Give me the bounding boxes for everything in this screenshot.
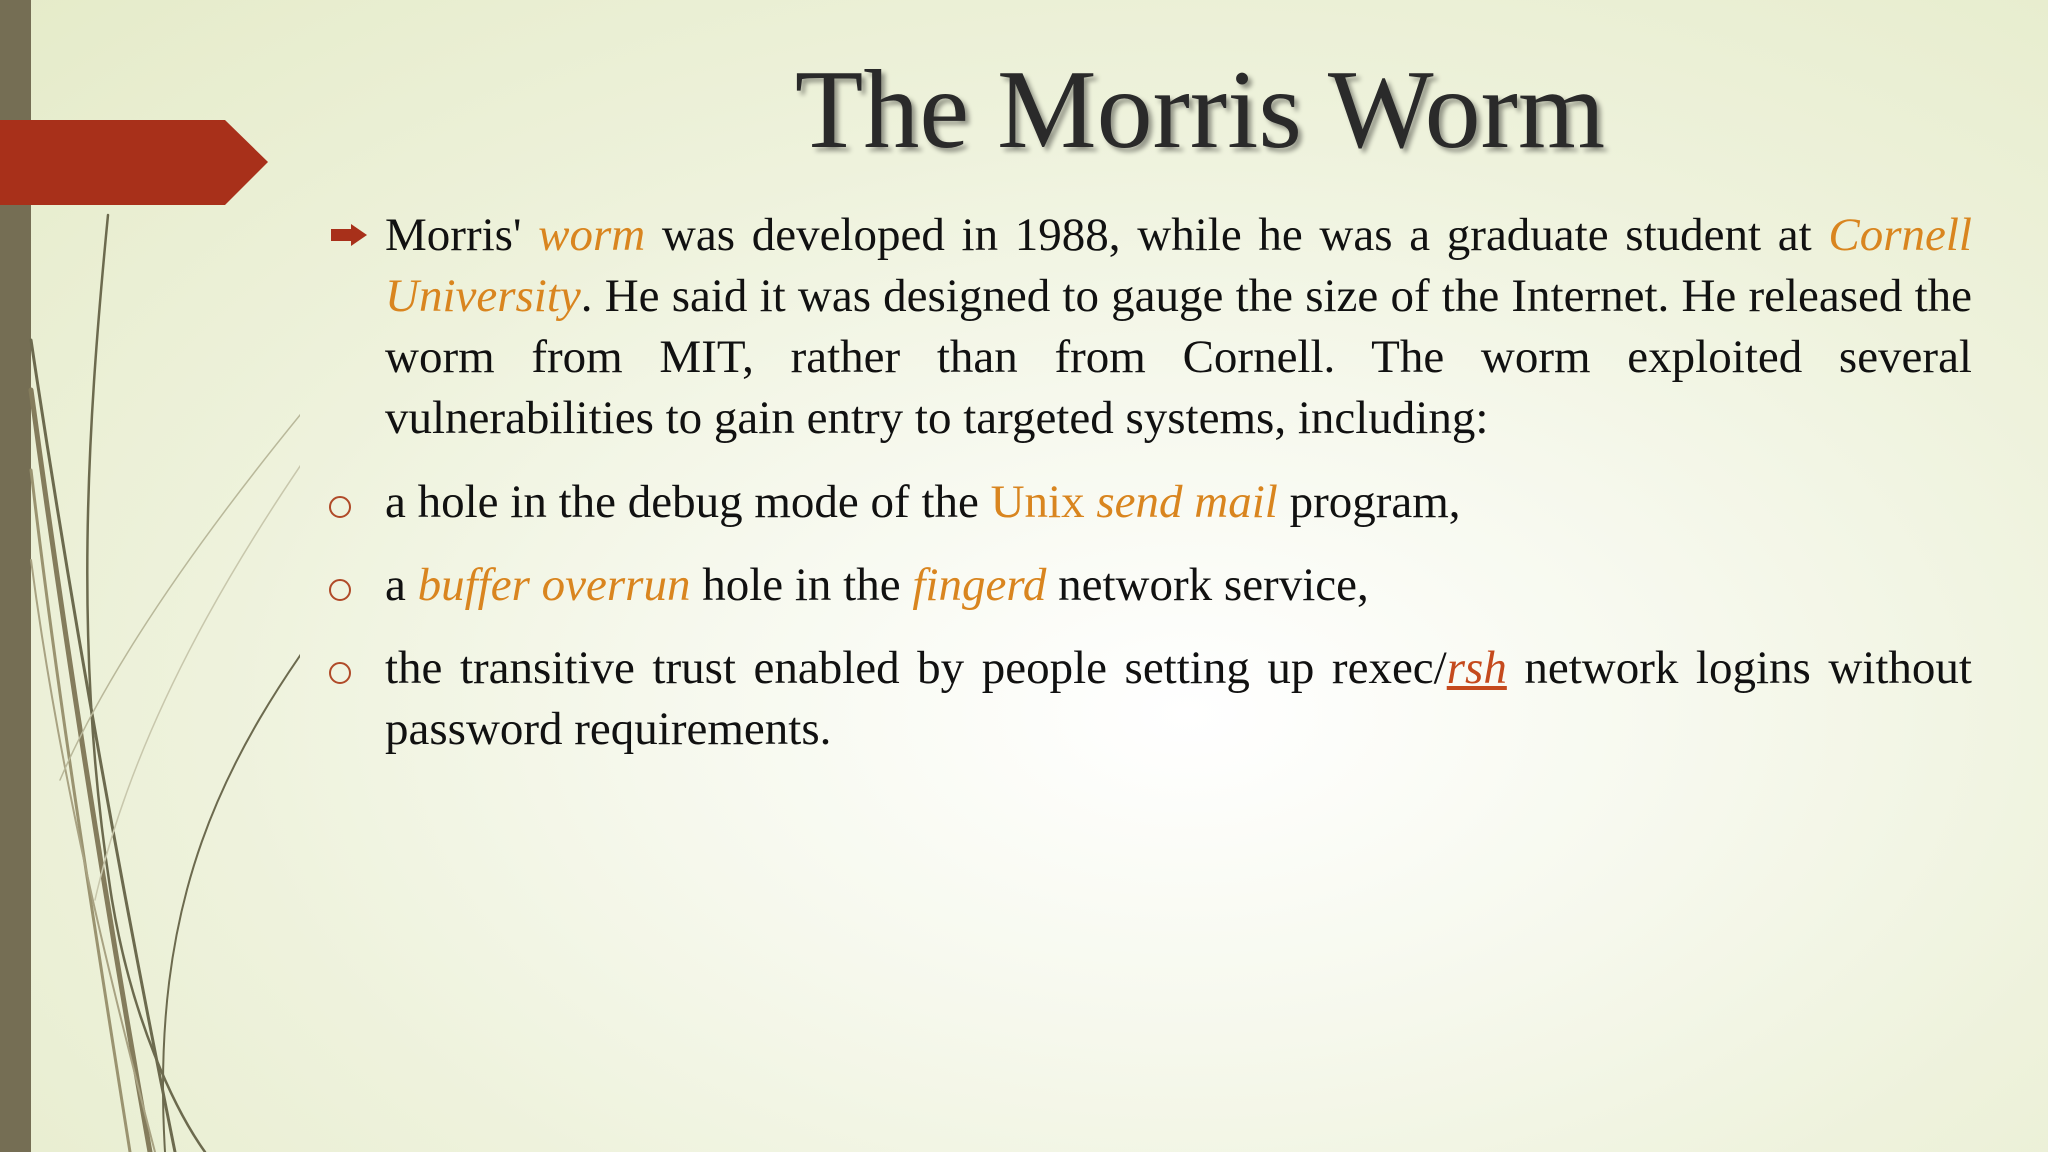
vulnerability-item-rsh: [385, 638, 1972, 760]
circle-bullet-icon: [329, 496, 351, 518]
send-mail-term: send mail: [1096, 476, 1278, 528]
red-arrow-banner: [0, 120, 268, 205]
text-segment: network service,: [1046, 559, 1369, 611]
text-segment: a: [385, 559, 418, 611]
fingerd-term: fingerd: [912, 559, 1047, 611]
circle-bullet-icon: [329, 579, 351, 601]
cornell-university-term: Cornell University: [385, 209, 1972, 322]
text-segment: Morris': [385, 209, 539, 261]
text-segment: a hole in the debug mode of the: [385, 476, 991, 528]
arrow-bullet-icon: [330, 222, 370, 248]
vulnerability-item-fingerd: [385, 555, 1972, 616]
text-segment: network logins without password requirements.: [385, 642, 1972, 755]
space: [1085, 476, 1097, 528]
slide-title: The Morris Worm: [794, 48, 1606, 172]
text-segment: hole in the: [690, 559, 913, 611]
text-segment: program,: [1277, 476, 1461, 528]
text-segment: the transitive trust enabled by people setting up rexec/: [385, 642, 1447, 694]
worm-term: worm: [538, 209, 646, 261]
text-segment: . He said it was designed to gauge the size of the Internet. He released the worm from MIT, rather than from Cornell. The worm exploited several vulnerabilities to gain entry to targeted systems, including:: [385, 270, 1972, 444]
text-segment: was developed in 1988, while he was a graduate student at: [645, 209, 1829, 261]
buffer-overrun-term: buffer overrun: [417, 559, 691, 611]
vulnerability-item-sendmail: [385, 472, 1972, 533]
circle-bullet-icon: [329, 662, 351, 684]
main-paragraph: [385, 205, 1972, 449]
rsh-link[interactable]: rsh: [1446, 642, 1507, 694]
unix-term: Unix: [990, 476, 1085, 528]
